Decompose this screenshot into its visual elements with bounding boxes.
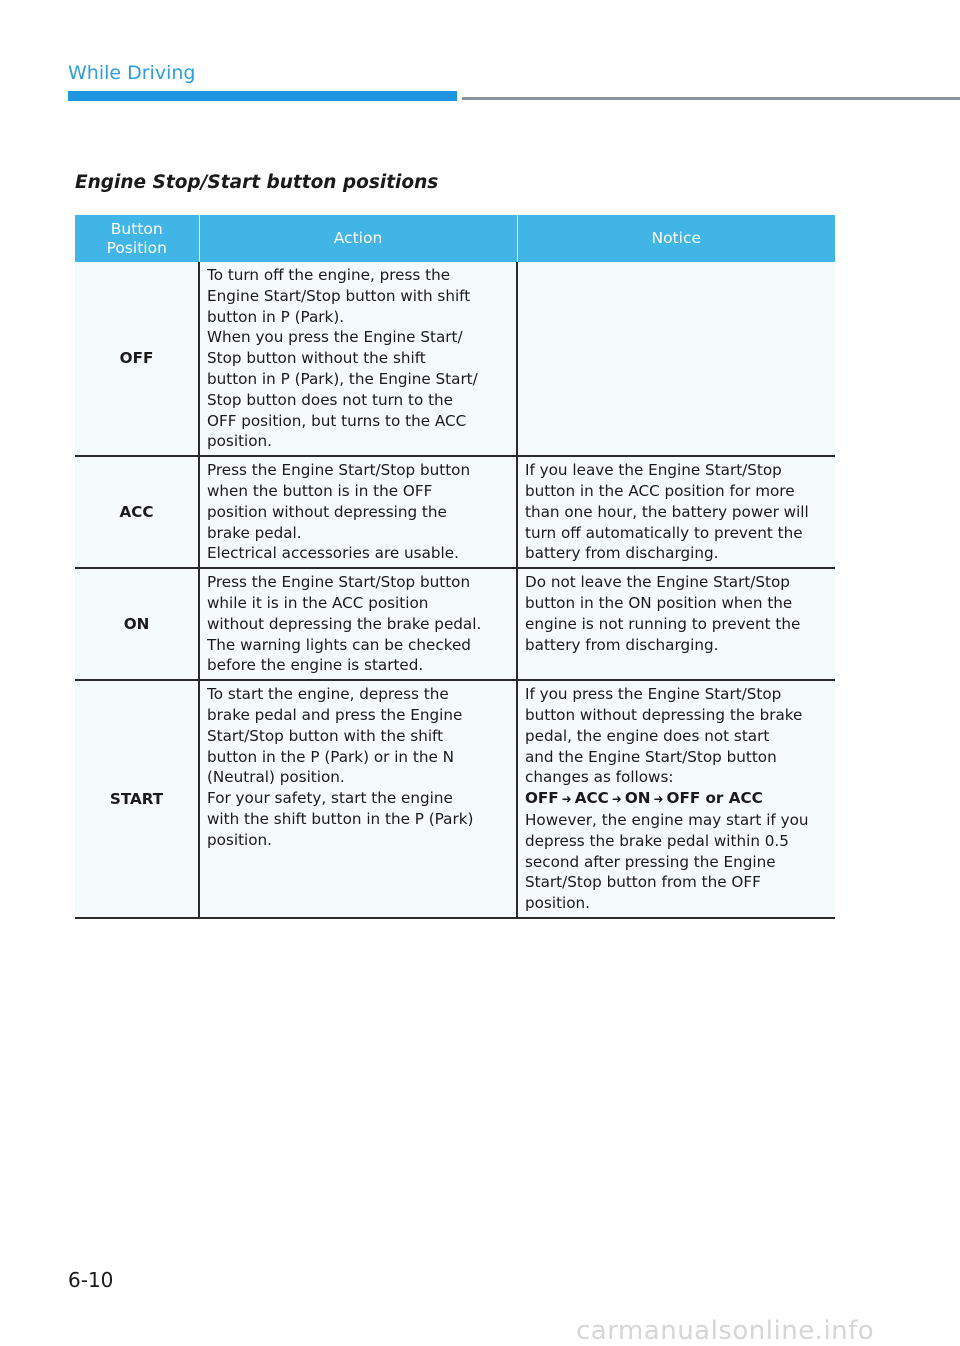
notice-line: position. [525,894,590,913]
position-cell: ON [75,568,199,680]
notice-line: Start/Stop button from the OFF [525,873,761,892]
notice-line: second after pressing the Engine [525,852,776,871]
state-off-or-acc: OFF or ACC [666,789,763,808]
notice-line: changes as follows: [525,768,674,787]
table-header-row [75,215,835,262]
action-line: button in P (Park), the Engine Start/ [207,369,478,388]
action-line: To start the engine, depress the [207,685,449,704]
action-line: (Neutral) position. [207,768,345,787]
action-line: while it is in the ACC position [207,593,429,612]
action-cell [199,456,517,568]
action-line: Electrical accessories are usable. [207,544,459,563]
notice-line: battery from discharging. [525,635,719,654]
notice-line: button in the ACC position for more [525,481,795,500]
column-header-notice: Notice [517,215,835,262]
state-acc: ACC [574,789,609,808]
notice-line: button in the ON position when the [525,593,793,612]
header-rule-gray [462,97,960,100]
action-line: OFF position, but turns to the ACC [207,411,467,430]
action-line: brake pedal. [207,523,302,542]
action-line: position. [207,830,272,849]
column-header-position [75,215,199,262]
table-row [75,262,835,456]
table-row [75,568,835,680]
notice-line: depress the brake pedal within 0.5 [525,831,789,850]
action-line: brake pedal and press the Engine [207,705,463,724]
action-line: position. [207,432,272,451]
action-line: Start/Stop button with the shift [207,726,444,745]
notice-cell [517,680,835,918]
table-row [75,680,835,918]
notice-line: and the Engine Start/Stop button [525,747,777,766]
action-line: Press the Engine Start/Stop button [207,461,471,480]
action-cell [199,568,517,680]
action-line: When you press the Engine Start/ [207,328,463,347]
action-line: without depressing the brake pedal. [207,614,482,633]
button-positions-table [75,215,835,919]
page-number: 6-10 [68,1268,114,1292]
action-line: Engine Start/Stop button with shift [207,286,471,305]
action-cell [199,680,517,918]
watermark: carmanualsonline.info [576,1316,875,1346]
header-rule-blue [68,91,457,101]
arrow-right-icon: ➜ [611,792,622,807]
notice-line: battery from discharging. [525,544,719,563]
action-line: The warning lights can be checked [207,635,471,654]
arrow-right-icon: ➜ [653,792,664,807]
action-line: before the engine is started. [207,656,424,675]
action-line: when the button is in the OFF [207,481,433,500]
notice-cell [517,568,835,680]
arrow-right-icon: ➜ [561,792,572,807]
notice-line: button without depressing the brake [525,705,803,724]
action-line: Press the Engine Start/Stop button [207,573,471,592]
section-title: While Driving [68,62,196,84]
action-line: To turn off the engine, press the [207,266,451,284]
notice-line: than one hour, the battery power will [525,502,809,521]
notice-line: turn off automatically to prevent the [525,523,803,542]
action-line: button in P (Park). [207,307,345,326]
notice-cell [517,456,835,568]
notice-line: pedal, the engine does not start [525,726,770,745]
action-line: position without depressing the [207,502,447,521]
action-line: Stop button does not turn to the [207,390,454,409]
position-cell: ACC [75,456,199,568]
state-on: ON [624,789,651,808]
action-cell [199,262,517,456]
action-line: For your safety, start the engine [207,789,453,808]
column-header-position-line: Button Position [106,219,167,257]
position-cell: START [75,680,199,918]
table-row [75,456,835,568]
notice-line: Do not leave the Engine Start/Stop [525,573,790,592]
action-line: with the shift button in the P (Park) [207,809,474,828]
page-heading: Engine Stop/Start button positions [75,172,439,193]
notice-line: However, the engine may start if you [525,810,809,829]
notice-line: If you press the Engine Start/Stop [525,685,782,704]
state-off: OFF [525,789,559,808]
notice-cell [517,262,835,456]
action-line: Stop button without the shift [207,349,426,368]
position-cell: OFF [75,262,199,456]
notice-line: If you leave the Engine Start/Stop [525,461,782,480]
column-header-action: Action [199,215,517,262]
action-line: button in the P (Park) or in the N [207,747,454,766]
notice-line: engine is not running to prevent the [525,614,801,633]
state-sequence [525,788,830,810]
